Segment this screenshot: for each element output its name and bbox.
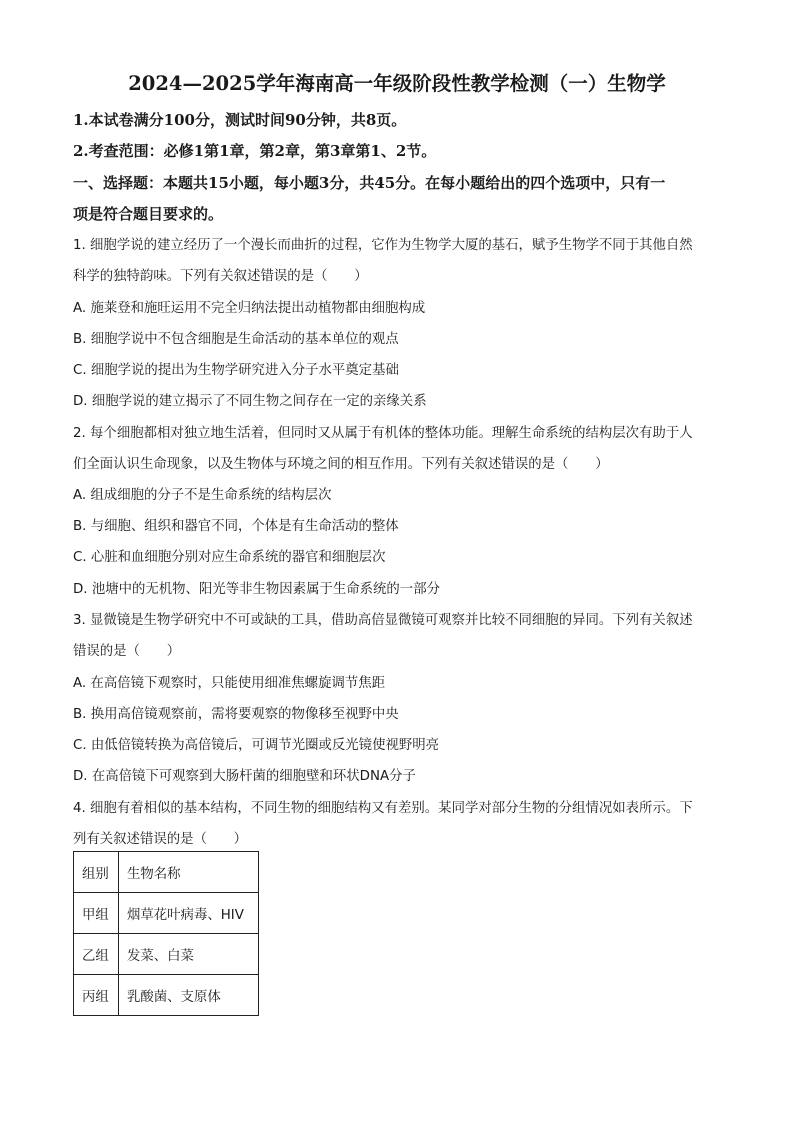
section-heading-line-2: 项是符合题目要求的。 [73, 205, 224, 223]
note-scope: 2.考查范围：必修1第1章，第2章，第3章第1、2节。 [73, 142, 437, 160]
question-2-stem-line-2: 们全面认识生命现象，以及生物体与环境之间的相互作用。下列有关叙述错误的是（ ） [73, 457, 609, 472]
table-header-cell: 生物名称 [119, 852, 259, 893]
table-cell: 甲组 [74, 893, 119, 934]
table-header-row [74, 852, 259, 893]
table-row [74, 893, 259, 934]
table-cell: 发菜、白菜 [119, 934, 259, 975]
page-title: 2024—2025学年海南高一年级阶段性教学检测（一）生物学 [128, 72, 666, 95]
table-cell: 乳酸菌、支原体 [119, 975, 259, 1016]
question-2-option-b: B. 与细胞、组织和器官不同，个体是有生命活动的整体 [73, 519, 399, 534]
question-3-stem-line-2: 错误的是（ ） [73, 644, 181, 659]
question-1-option-b: B. 细胞学说中不包含细胞是生命活动的基本单位的观点 [73, 332, 399, 347]
question-2-option-c: C. 心脏和血细胞分别对应生命系统的器官和细胞层次 [73, 550, 386, 565]
table-cell: 丙组 [74, 975, 119, 1016]
table-row [74, 975, 259, 1016]
question-3-option-b: B. 换用高倍镜观察前，需将要观察的物像移至视野中央 [73, 707, 399, 722]
table-header-cell: 组别 [74, 852, 119, 893]
question-3-option-a: A. 在高倍镜下观察时，只能使用细准焦螺旋调节焦距 [73, 676, 386, 691]
table-cell: 烟草花叶病毒、HIV [119, 893, 259, 934]
table-cell: 乙组 [74, 934, 119, 975]
question-3-option-d: D. 在高倍镜下可观察到大肠杆菌的细胞壁和环状DNA分子 [73, 769, 416, 784]
question-3-option-c: C. 由低倍镜转换为高倍镜后，可调节光圈或反光镜使视野明亮 [73, 738, 440, 753]
question-2-option-d: D. 池塘中的无机物、阳光等非生物因素属于生命系统的一部分 [73, 582, 440, 597]
question-1-option-d: D. 细胞学说的建立揭示了不同生物之间存在一定的亲缘关系 [73, 394, 427, 409]
question-4-stem-line-1: 4. 细胞有着相似的基本结构，不同生物的细胞结构又有差别。某同学对部分生物的分组情况如表所示。下 [73, 801, 693, 816]
question-1-stem-line-1: 1. 细胞学说的建立经历了一个漫长而曲折的过程，它作为生物学大厦的基石，赋予生物学不同于其他自然 [73, 238, 693, 253]
question-3-stem-line-1: 3. 显微镜是生物学研究中不可或缺的工具，借助高倍显微镜可观察并比较不同细胞的异同。下列有关叙述 [73, 613, 693, 628]
group-table [73, 851, 259, 1016]
note-score: 1.本试卷满分100分，测试时间90分钟，共8页。 [73, 111, 407, 129]
section-heading-line-1: 一、选择题：本题共15小题，每小题3分，共45分。在每小题给出的四个选项中，只有一 [73, 174, 666, 192]
table-row [74, 934, 259, 975]
question-1-stem-line-2: 科学的独特韵味。下列有关叙述错误的是（ ） [73, 269, 368, 284]
question-1-option-a: A. 施莱登和施旺运用不完全归纳法提出动植物都由细胞构成 [73, 301, 426, 316]
question-2-stem-line-1: 2. 每个细胞都相对独立地生活着，但同时又从属于有机体的整体功能。理解生命系统的结构层次有助于人 [73, 426, 693, 441]
question-2-option-a: A. 组成细胞的分子不是生命系统的结构层次 [73, 488, 332, 503]
question-1-option-c: C. 细胞学说的提出为生物学研究进入分子水平奠定基础 [73, 363, 399, 378]
question-4-stem-line-2: 列有关叙述错误的是（ ） [73, 832, 248, 847]
